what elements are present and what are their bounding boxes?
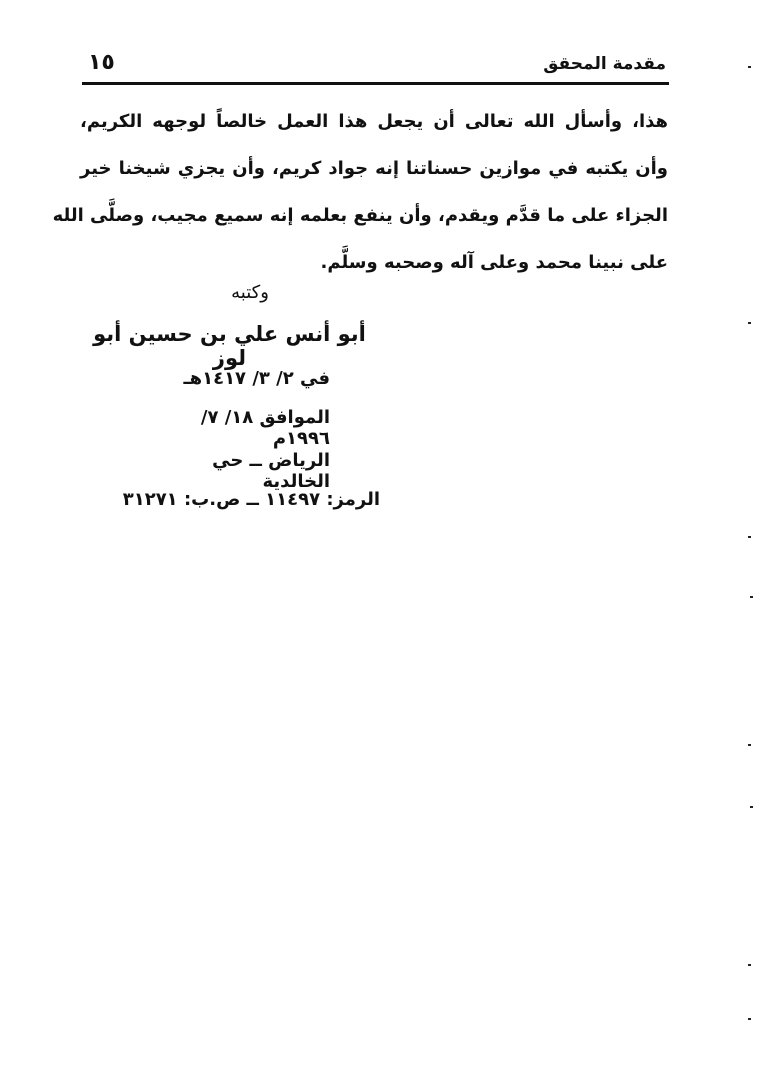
scan-artifact: [748, 744, 751, 746]
page-number: ١٥: [88, 50, 115, 75]
scan-artifact: [748, 322, 751, 324]
scan-artifact: [748, 964, 751, 966]
scan-artifact: [748, 536, 751, 538]
written-by-label: وكتبه: [231, 282, 269, 303]
running-header-title: مقدمة المحقق: [543, 54, 666, 74]
scan-artifact: [748, 1018, 751, 1020]
header-divider: [82, 82, 669, 85]
scan-artifact: [750, 806, 753, 808]
scan-artifact: [750, 596, 753, 598]
closing-paragraph: [52, 98, 668, 286]
gregorian-date: الموافق ١٨/ ٧/ ١٩٩٦م: [200, 407, 330, 449]
postal-address: الرمز: ١١٤٩٧ ــ ص.ب: ٣١٢٧١: [122, 489, 380, 510]
paragraph-line: الجزاء على ما قدَّم ويقدم، وأن ينفع بعلمه إنه سميع مجيب، وصلَّى الله: [52, 205, 668, 226]
hijri-date: في ٢/ ٣/ ١٤١٧هـ: [183, 368, 330, 389]
author-name: أبو أنس علي بن حسين أبو لوز: [93, 322, 366, 370]
location-line: الرياض ــ حي الخالدية: [212, 450, 330, 492]
scan-artifact: [748, 66, 751, 68]
paragraph-line: على نبينا محمد وعلى آله وصحبه وسلَّم.: [320, 252, 668, 273]
paragraph-line: هذا، وأسأل الله تعالى أن يجعل هذا العمل خالصاً لوجهه الكريم،: [80, 111, 668, 132]
paragraph-line: وأن يكتبه في موازين حسناتنا إنه جواد كريم، وأن يجزي شيخنا خير: [80, 158, 668, 179]
